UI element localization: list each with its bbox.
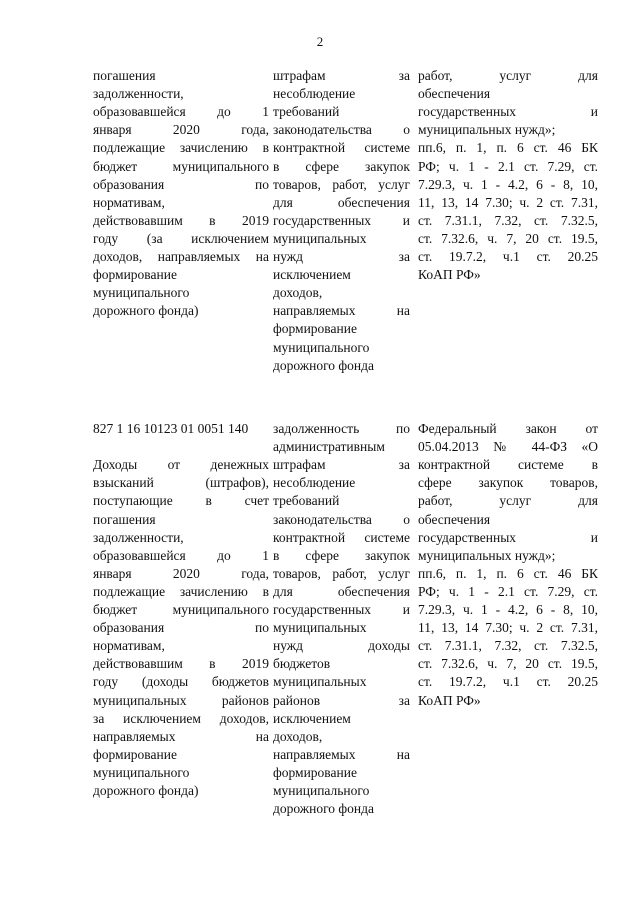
table-cell-line: 7.29.3, ч. 1 - 4.2, 6 - 8, 10, xyxy=(418,176,598,192)
table-cell-line: пп.6, п. 1, п. 6 ст. 46 БК xyxy=(418,565,598,581)
table-cell-line: государственных и xyxy=(418,529,598,545)
table-cell-line: взысканий (штрафов), xyxy=(93,475,269,491)
page-number: 2 xyxy=(316,34,324,49)
table-cell-line: действовавшим в 2019 xyxy=(93,212,269,228)
table-cell-line: бюджетов xyxy=(273,656,331,672)
table-cell-line: штрафам за xyxy=(273,457,410,473)
table-cell-line: доходов, xyxy=(273,285,323,301)
table-cell-line: января 2020 года, xyxy=(93,565,269,581)
table-cell-line: образования по xyxy=(93,176,269,192)
table-cell-line: доходов, направляемых на xyxy=(93,249,269,264)
table-cell-line: бюджет муниципального xyxy=(93,602,269,617)
table-cell-line: в сфере закупок xyxy=(273,547,410,563)
table-cell-line: законодательства о xyxy=(273,511,410,527)
table-cell-line: году (за исключением xyxy=(93,230,269,246)
table-cell-line: государственных и xyxy=(418,104,598,120)
table-cell-line: 11, 13, 14 7.30; ч. 2 ст. 7.31, xyxy=(418,620,598,636)
table-cell-line: задолженность по xyxy=(273,421,410,436)
table-cell-line: направляемых на xyxy=(273,303,410,319)
table-cell-line: районов за xyxy=(273,692,410,708)
table-cell-line: нормативам, xyxy=(93,638,165,654)
table-cell-line: товаров, работ, услуг xyxy=(273,176,410,192)
table-cell-line: государственных и xyxy=(273,602,410,617)
table-cell-line: Федеральный закон от xyxy=(418,421,598,436)
table-cell-line: исключением xyxy=(273,710,351,726)
table-cell-line: муниципального xyxy=(93,764,190,780)
table-cell-line: административным xyxy=(273,439,385,455)
table-cell-line: несоблюдение xyxy=(273,475,356,491)
table-cell-line: погашения xyxy=(93,511,156,527)
table-cell-line: образовавшейся до 1 xyxy=(93,104,269,120)
table-cell-line: формирование xyxy=(273,764,357,780)
table-cell-line: году (доходы бюджетов xyxy=(93,674,269,690)
table-cell-line: формирование xyxy=(93,267,177,283)
table-cell-line: дорожного фонда) xyxy=(93,303,199,319)
table-cell-line: погашения xyxy=(93,68,156,83)
table-cell-line: пп.6, п. 1, п. 6 ст. 46 БК xyxy=(418,140,598,156)
table-cell-line: исключением xyxy=(273,267,351,283)
table-cell-line: направляемых на xyxy=(273,746,410,762)
table-cell-line: сфере закупок товаров, xyxy=(418,475,598,491)
table-cell-line: дорожного фонда xyxy=(273,801,374,817)
table-cell-line: подлежащие зачислению в xyxy=(93,583,269,599)
table-cell-line: 05.04.2013 № 44-ФЗ «О xyxy=(418,439,598,455)
table-cell-line: контрактной системе xyxy=(273,529,410,545)
table-cell-line: КоАП РФ» xyxy=(418,267,481,283)
table-cell-line: муниципальных xyxy=(273,674,367,690)
table-cell-line: муниципальных нужд»; xyxy=(418,122,556,138)
table-cell-line: 11, 13, 14 7.30; ч. 2 ст. 7.31, xyxy=(418,194,598,210)
table-cell-line: января 2020 года, xyxy=(93,122,269,138)
table-cell-line: формирование xyxy=(273,321,357,337)
table-cell-line: ст. 7.31.1, 7.32, ст. 7.32.5, xyxy=(418,638,598,654)
table-cell-line: для обеспечения xyxy=(273,583,410,599)
table-cell-line: поступающие в счет xyxy=(93,493,269,509)
table-cell-line: за исключением доходов, xyxy=(93,710,269,726)
table-cell-line: 827 1 16 10123 01 0051 140 xyxy=(93,421,249,436)
table-cell-line: подлежащие зачислению в xyxy=(93,140,269,156)
table-cell-line: ст. 19.7.2, ч.1 ст. 20.25 xyxy=(418,674,598,690)
table-cell-line: РФ; ч. 1 - 2.1 ст. 7.29, ст. xyxy=(418,158,598,174)
table-cell-line: ст. 7.31.1, 7.32, ст. 7.32.5, xyxy=(418,212,598,228)
table-cell-line: Доходы от денежных xyxy=(93,457,269,473)
table-cell-line: 7.29.3, ч. 1 - 4.2, 6 - 8, 10, xyxy=(418,602,598,617)
table-cell-line: муниципальных xyxy=(273,620,367,636)
table-cell-line: обеспечения xyxy=(418,511,491,527)
table-cell-line: дорожного фонда) xyxy=(93,783,199,798)
table-cell-line: для обеспечения xyxy=(273,194,410,210)
table-cell-line: действовавшим в 2019 xyxy=(93,656,269,672)
table-cell-line: доходов, xyxy=(273,728,323,744)
table-cell-line: контрактной системе xyxy=(273,140,410,156)
table-cell-line: в сфере закупок xyxy=(273,158,410,174)
table-cell-line: муниципального xyxy=(273,339,370,355)
table-cell-line: КоАП РФ» xyxy=(418,692,481,708)
table-cell-line: работ, услуг для xyxy=(418,493,598,509)
table-cell-line: контрактной системе в xyxy=(418,457,598,473)
table-cell-line: требований xyxy=(273,493,340,509)
table-cell-line: нормативам, xyxy=(93,194,165,210)
table-cell-line: обеспечения xyxy=(418,86,491,102)
table-cell-line: работ, услуг для xyxy=(418,68,598,83)
table-cell-line: бюджет муниципального xyxy=(93,158,269,174)
table-cell-line: несоблюдение xyxy=(273,86,356,102)
table-cell-line: государственных и xyxy=(273,212,410,228)
table-cell-line: законодательства о xyxy=(273,122,410,138)
table-cell-line: штрафам за xyxy=(273,68,410,83)
table-cell-line: требований xyxy=(273,104,340,120)
table-cell-line: муниципального xyxy=(93,285,190,301)
table-cell-line: направляемых на xyxy=(93,728,269,744)
table-cell-line: задолженности, xyxy=(93,529,184,545)
table-cell-line: ст. 7.32.6, ч. 7, 20 ст. 19.5, xyxy=(418,230,598,246)
table-cell-line: ст. 19.7.2, ч.1 ст. 20.25 xyxy=(418,249,598,264)
table-cell-line: товаров, работ, услуг xyxy=(273,565,410,581)
table-cell-line: образования по xyxy=(93,620,269,636)
table-cell-line: дорожного фонда xyxy=(273,357,374,373)
table-cell-line: ст. 7.32.6, ч. 7, 20 ст. 19.5, xyxy=(418,656,598,672)
table-cell-line: муниципальных нужд»; xyxy=(418,547,556,563)
table-cell-line: РФ; ч. 1 - 2.1 ст. 7.29, ст. xyxy=(418,583,598,599)
table-cell-line: муниципальных xyxy=(273,230,367,246)
table-cell-line: нужд за xyxy=(273,249,410,264)
table-cell-line: задолженности, xyxy=(93,86,184,102)
table-cell-line: муниципальных районов xyxy=(93,692,269,708)
table-cell-line: нужд доходы xyxy=(273,638,410,654)
table-cell-line: образовавшейся до 1 xyxy=(93,547,269,563)
table-cell-line: муниципального xyxy=(273,783,370,798)
table-cell-line: формирование xyxy=(93,746,177,762)
